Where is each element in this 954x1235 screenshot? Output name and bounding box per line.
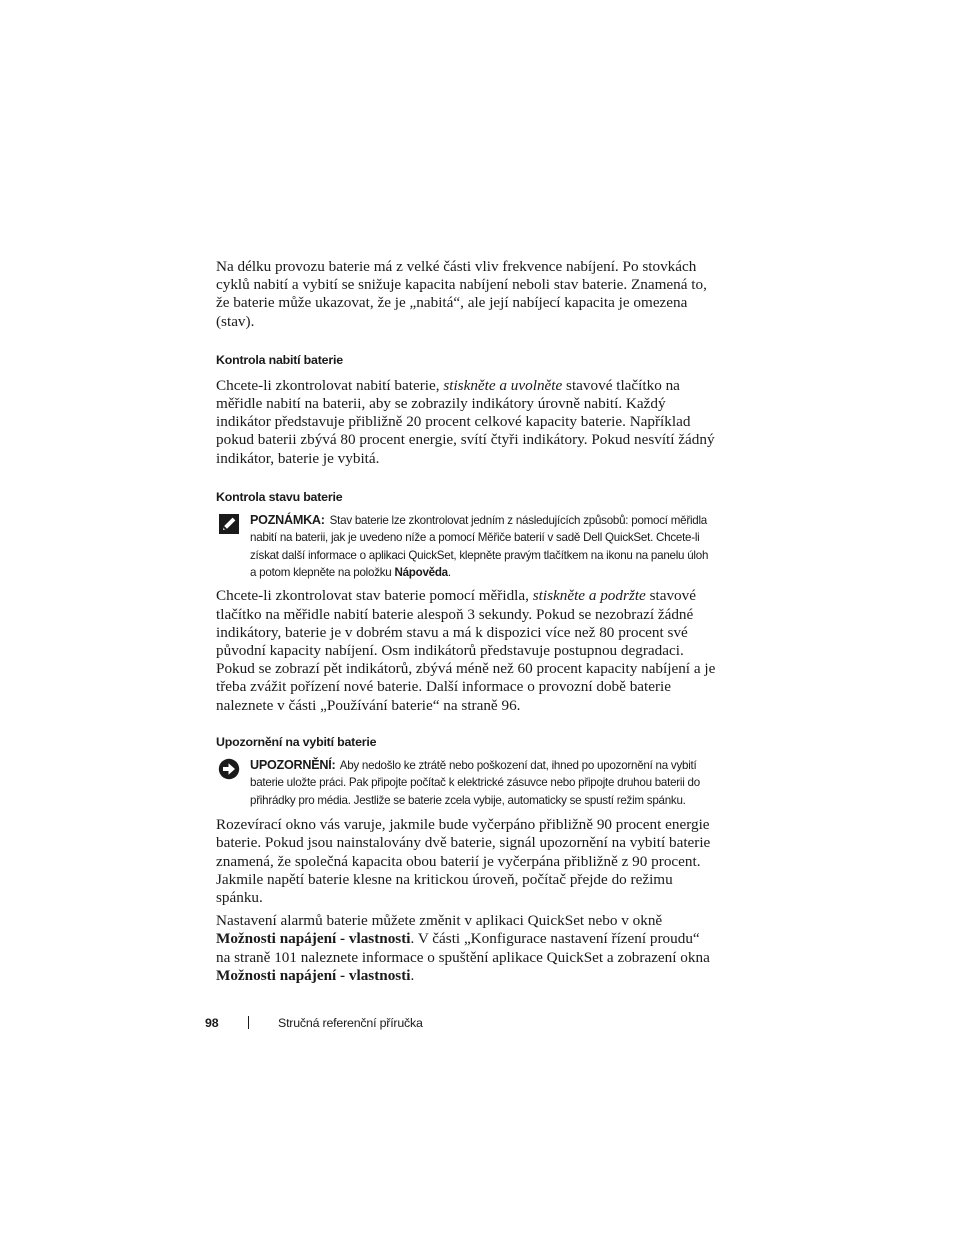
notice-label: UPOZORNĚNÍ:: [250, 757, 336, 772]
help-menu-item: Nápověda: [394, 566, 448, 580]
note-text: Stav baterie lze zkontrolovat jedním z následujících způsobů: pomocí měřidla nabití na baterii, jak je uvedeno níže a pomocí Měřiče baterií v sadě Dell QuickSet. Chcete-li získat další informace o aplikaci QuickSet, klepněte pravým tlačítkem na ikonu na panelu úloh a potom klepněte na položku: [250, 513, 709, 580]
notice-arrow-icon: [218, 758, 240, 780]
notice-callout: [216, 757, 716, 809]
charge-check-paragraph: Chcete-li zkontrolovat nabití baterie, stiskněte a uvolněte stavové tlačítko na měřidle nabití na baterii, aby se zobrazily indikátory úrovně nabití. Každý indikátor představuje přibližně 20 procent celkové kapacity baterie. Například pokud baterii zbývá 80 procent energie, svítí čtyři indikátory. Pokud nesvítí žádný indikátor, baterie je vybitá.: [216, 376, 715, 467]
power-options-window-name: Možnosti napájení - vlastnosti: [216, 930, 411, 948]
health-check-paragraph: Chcete-li zkontrolovat stav baterie pomocí měřidla, stiskněte a podržte stavové tlačítko na měřidle nabití baterie alespoň 3 sekundy. Pokud se nezobrazí žádné indikátory, baterie je v dobrém stavu a má k dispozici více než 80 procent své původní kapacity nabíjení. Osm indikátorů představuje postupnou degradaci. Pokud se zobrazí pět indikátorů, zbývá méně než 60 procent kapacity nabíjení a je třeba zvážit pořízení nové baterie. Další informace o provozní době baterie naleznete v části „Používání baterie“ na straně 96.: [216, 587, 716, 714]
note-callout: POZNÁMKA: Stav baterie lze zkontrolovat jedním z následujících způsobů: pomocí měřidla nabití na baterii, jak je uvedeno níže a pomocí Měřiče baterií v sadě Dell QuickSet. Chcete-li získat další informace o aplikaci QuickSet, klepněte pravým tlačítkem na ikonu na panelu úloh a potom klepněte na položku Nápověda.: [216, 512, 716, 582]
page-content: [216, 258, 716, 985]
footer-separator: [248, 1016, 249, 1029]
intro-paragraph: Na délku provozu baterie má z velké části vliv frekvence nabíjení. Po stovkách cyklů nabití a vybití se snižuje kapacita nabíjení neboli stav baterie. Znamená to, že baterie může ukazovat, že je „nabitá“, ale její nabíjecí kapacita je omezena (stav).: [216, 258, 707, 330]
heading-low-battery: Upozornění na vybití baterie: [216, 734, 377, 749]
power-options-window-name-2: Možnosti napájení - vlastnosti: [216, 966, 411, 984]
alarm-settings-paragraph: Nastavení alarmů baterie můžete změnit v aplikaci QuickSet nebo v okně Možnosti napájení - vlastnosti. V části „Konfigurace nastavení řízení proudu“ na straně 101 naleznete informace o spuštění aplikace QuickSet a zobrazení okna Možnosti napájení - vlastnosti.: [216, 912, 710, 984]
emphasis-press-release: stiskněte a uvolněte: [443, 376, 563, 394]
low-battery-paragraph: Rozevírací okno vás varuje, jakmile bude vyčerpáno přibližně 90 procent energie baterie. Pokud jsou nainstalovány dvě baterie, signál upozornění na vybití baterie znamená, že společná kapacita obou baterií je vyčerpána přibližně z 90 procent. Jakmile napětí baterie klesne na kritickou úroveň, počítač přejde do režimu spánku.: [216, 816, 711, 906]
note-pencil-icon: [218, 513, 240, 535]
page-number: 98: [205, 1016, 219, 1030]
notice-text: Aby nedošlo ke ztrátě nebo poškození dat, ihned po upozornění na vybití baterie uložte práci. Pak připojte počítač k elektrické zásuvce nebo připojte druhou baterii do přihrádky pro média. Jestliže se baterie zcela vybije, automaticky se spustí režim spánku.: [250, 758, 700, 807]
footer-title: Stručná referenční příručka: [278, 1016, 423, 1030]
emphasis-press-hold: stiskněte a podržte: [532, 587, 646, 605]
heading-health-check: Kontrola stavu baterie: [216, 489, 343, 504]
heading-charge-check: Kontrola nabití baterie: [216, 352, 343, 367]
note-label: POZNÁMKA:: [250, 512, 325, 527]
